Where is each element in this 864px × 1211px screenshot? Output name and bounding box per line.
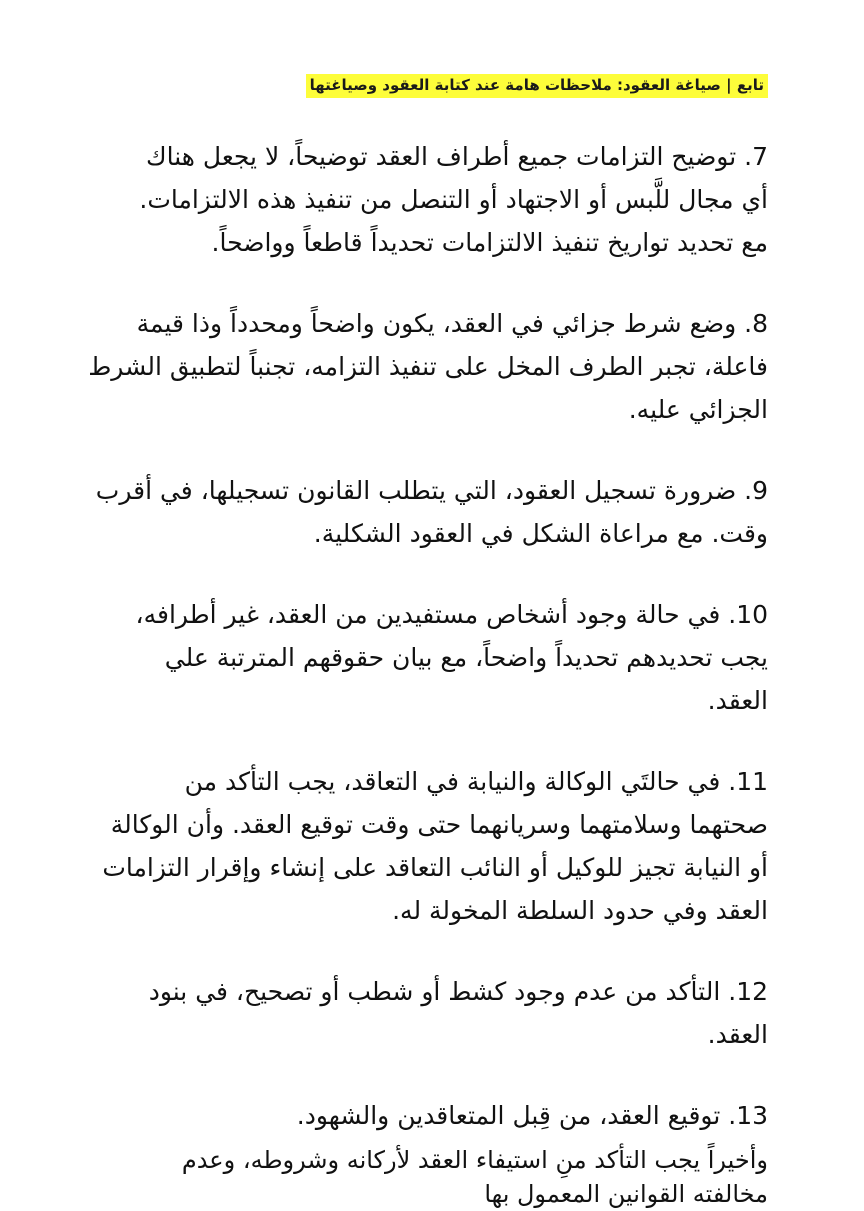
item-text: في حالتَي الوكالة والنيابة في التعاقد، يجب التأكد من — [184, 767, 721, 796]
notes-list — [88, 135, 768, 1211]
list-item-12 — [88, 970, 768, 1056]
closing-line: وأخيراً يجب التأكد منِ استيفاء العقد لأركانه وشروطه، وعدم — [181, 1146, 768, 1174]
item-line: مع تحديد تواريخ تنفيذ الالتزامات تحديداً قاطعاً وواضحاً. — [211, 228, 768, 257]
item-line: يجب تحديدهم تحديداً واضحاً، مع بيان حقوقهم المترتبة علي — [164, 643, 768, 672]
item-number: 10. — [728, 600, 768, 629]
closing-paragraph — [88, 1143, 768, 1211]
item-line — [88, 970, 768, 1013]
list-item-11 — [88, 760, 768, 932]
item-line — [88, 593, 768, 636]
item-line: الجزائي عليه. — [628, 395, 768, 424]
item-text: في حالة وجود أشخاص مستفيدين من العقد، غير أطرافه، — [135, 600, 721, 629]
item-line: فاعلة، تجبر الطرف المخل على تنفيذ التزامه، تجنباً لتطبيق الشرط — [88, 352, 768, 381]
list-item-10 — [88, 593, 768, 722]
item-number: 12. — [728, 977, 768, 1006]
item-number: 7. — [744, 142, 768, 171]
item-line — [88, 469, 768, 512]
item-line: العقد وفي حدود السلطة المخولة له. — [392, 896, 768, 925]
item-line — [88, 135, 768, 178]
item-line: أي مجال للَّبس أو الاجتهاد أو التنصل من تنفيذ هذه الالتزامات. — [139, 185, 768, 214]
item-text: توقيع العقد، من قِبل المتعاقدين والشهود. — [296, 1101, 721, 1130]
item-number: 11. — [728, 767, 768, 796]
list-item-7 — [88, 135, 768, 264]
closing-line: مخالفته القوانين المعمول بها — [484, 1180, 768, 1208]
item-line: صحتهما وسلامتهما وسريانهما حتى وقت توقيع العقد. وأن الوكالة — [110, 810, 768, 839]
item-line: العقد. — [707, 686, 768, 715]
list-item-8 — [88, 302, 768, 431]
item-number: 8. — [744, 309, 768, 338]
item-line: العقد. — [707, 1020, 768, 1049]
item-text: وضع شرط جزائي في العقد، يكون واضحاً ومحدداً وذا قيمة — [136, 309, 737, 338]
item-line — [88, 302, 768, 345]
item-number: 9. — [744, 476, 768, 505]
item-text: التأكد من عدم وجود كشط أو شطب أو تصحيح، في بنود — [148, 977, 721, 1006]
item-line: وقت. مع مراعاة الشكل في العقود الشكلية. — [313, 519, 768, 548]
item-line — [88, 760, 768, 803]
header-title: تابع | صياغة العقود: ملاحظات هامة عند كتابة العقود وصياغتها — [309, 76, 764, 94]
item-text: ضرورة تسجيل العقود، التي يتطلب القانون تسجيلها، في أقرب — [95, 476, 737, 505]
list-item-9 — [88, 469, 768, 555]
item-number: 13. — [728, 1101, 768, 1130]
list-item-13 — [88, 1094, 768, 1137]
item-line: أو النيابة تجيز للوكيل أو النائب التعاقد على إنشاء وإقرار التزامات — [102, 853, 768, 882]
page-header-highlight — [306, 74, 768, 98]
item-line — [88, 1094, 768, 1137]
item-text: توضيح التزامات جميع أطراف العقد توضيحاً، لا يجعل هناك — [146, 142, 737, 171]
